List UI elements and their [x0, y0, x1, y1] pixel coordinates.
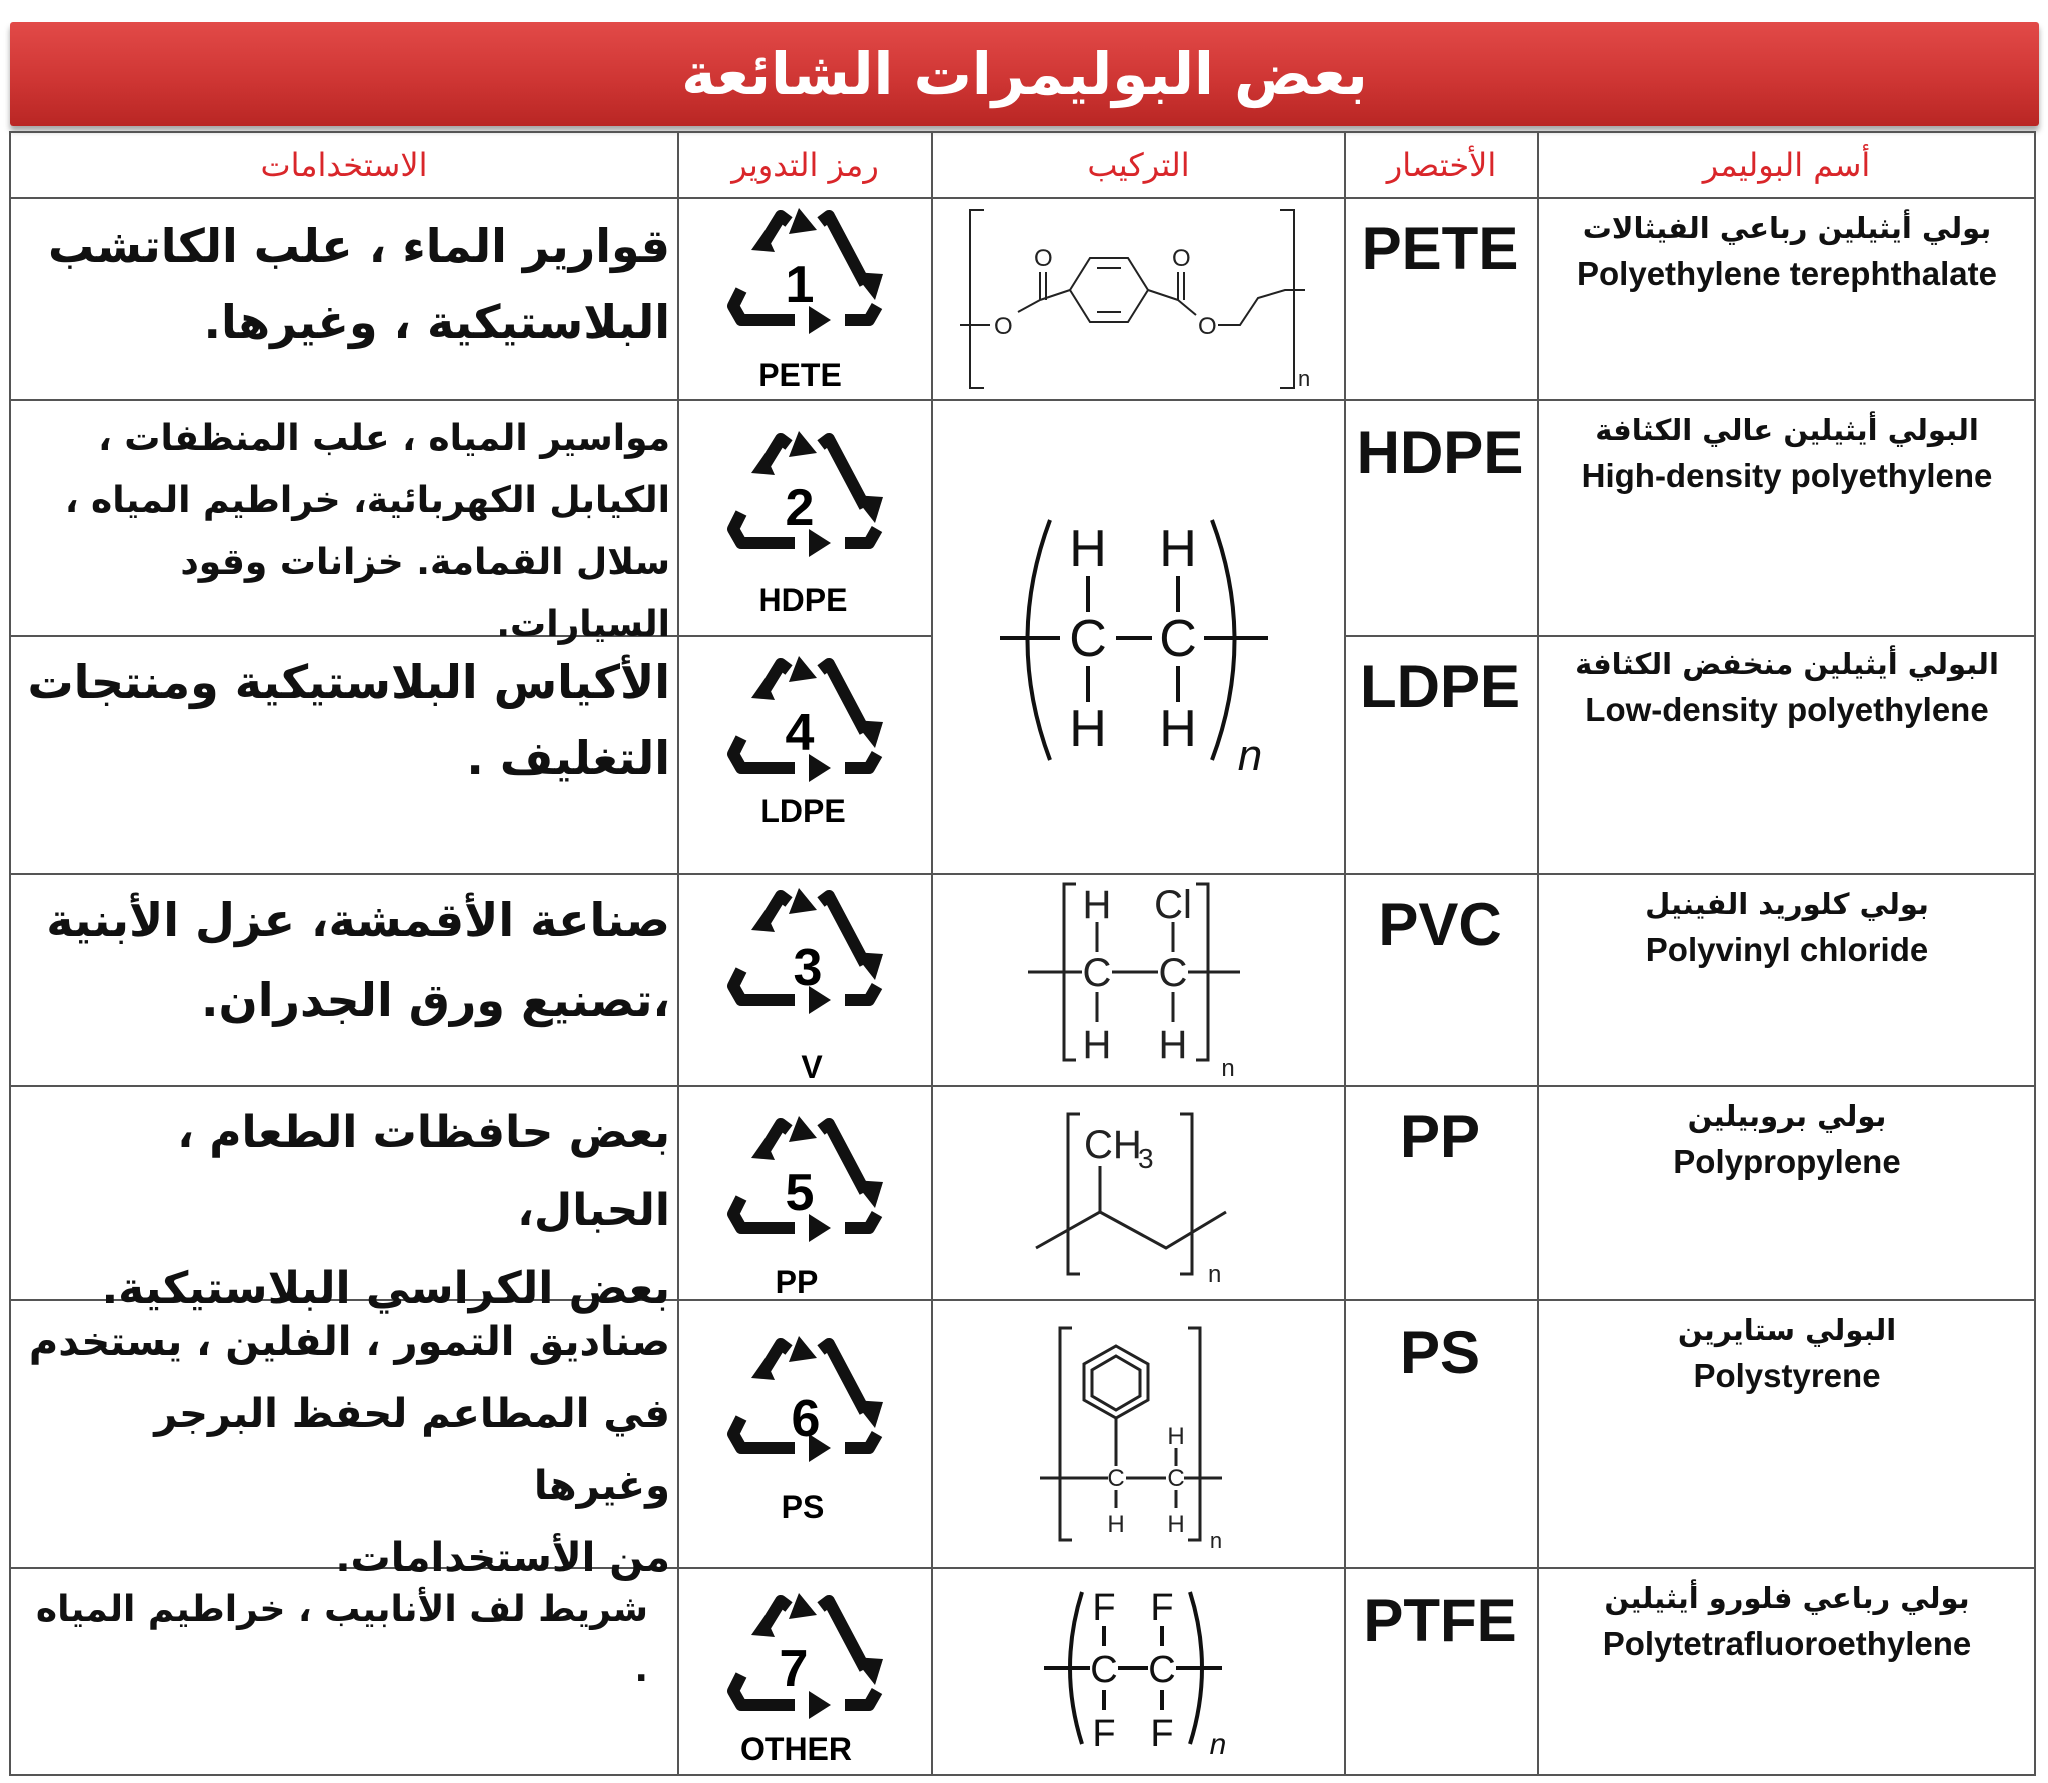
- recycling-code: HDPE: [758, 582, 848, 618]
- svg-text:C: C: [1158, 951, 1188, 995]
- svg-text:F: F: [1150, 1587, 1174, 1629]
- polymer-name-ar: بولي بروبيلين: [1687, 1099, 1887, 1133]
- polymer-abbreviation: HDPE: [1356, 419, 1524, 486]
- polymer-uses: الأكياس البلاستيكية ومنتجات التغليف .: [27, 655, 670, 785]
- header-polymer-name: أسم البوليمر: [1702, 146, 1871, 184]
- svg-text:H: H: [1082, 1023, 1112, 1067]
- polymer-name-ar: بولي أيثيلين رباعي الفيثالات: [1582, 211, 1992, 245]
- svg-text:H: H: [1167, 1511, 1185, 1538]
- structure-pete: [960, 210, 1305, 388]
- svg-text:CH: CH: [1084, 1123, 1142, 1167]
- svg-text:F: F: [1092, 1713, 1116, 1755]
- svg-text:F: F: [1150, 1713, 1174, 1755]
- svg-text:C: C: [1090, 1649, 1118, 1691]
- polymer-uses: مواسير المياه ، علب المنظفات ، الكيابل الكهربائية، خراطيم المياه ، سلال القمامة. خزانات وقود السيارات.: [64, 418, 670, 645]
- svg-text:H: H: [1167, 1423, 1185, 1450]
- svg-text:Cl: Cl: [1154, 883, 1192, 927]
- svg-text:n: n: [1237, 731, 1263, 780]
- polymer-uses: قوارير الماء ، علب الكاتشب البلاستيكية ، وغيرها.: [47, 219, 670, 349]
- recycling-code: PETE: [758, 357, 842, 393]
- recycling-number: 2: [785, 479, 815, 537]
- polymer-name-ar: بولي رباعي فلورو أيثيلين: [1604, 1581, 1970, 1615]
- polymer-name-ar: البولي أيثيلين عالي الكثافة: [1595, 413, 1979, 447]
- svg-text:n: n: [1209, 1528, 1223, 1553]
- recycling-code: OTHER: [740, 1731, 852, 1767]
- recycling-number: 3: [793, 939, 823, 997]
- svg-text:O: O: [1198, 313, 1217, 340]
- header-recycling-code: رمز التدوير: [731, 146, 879, 184]
- svg-text:O: O: [1034, 245, 1053, 272]
- polymer-name-ar: بولي كلوريد الفينيل: [1645, 887, 1929, 921]
- polymer-name-ar: البولي ستايرين: [1677, 1313, 1897, 1347]
- polymer-uses: صناديق التمور ، الفلين ، يستخدم في المطاعم لحفظ البرجر وغيرها من الأستخدامات.: [28, 1319, 670, 1581]
- svg-text:C: C: [1082, 951, 1112, 995]
- polymer-name-en: Polypropylene: [1673, 1143, 1901, 1180]
- recycling-code: PP: [775, 1264, 819, 1300]
- polymer-name-en: Polystyrene: [1693, 1357, 1881, 1394]
- structure-ptfe: [1044, 1592, 1222, 1744]
- header-abbreviation: الأختصار: [1386, 146, 1497, 184]
- polymer-uses: صناعة الأقمشة، عزل الأبنية ،تصنيع ورق الجدران.: [46, 893, 670, 1027]
- polymer-abbreviation: PS: [1399, 1319, 1481, 1386]
- recycling-code: LDPE: [760, 793, 846, 829]
- svg-text:H: H: [1107, 1511, 1125, 1538]
- svg-text:n: n: [1209, 1728, 1227, 1761]
- svg-text:C: C: [1167, 1465, 1185, 1492]
- polymer-name-en: Polyvinyl chloride: [1645, 931, 1929, 968]
- polymer-abbreviation: PP: [1399, 1103, 1481, 1170]
- svg-text:H: H: [1158, 1023, 1188, 1067]
- svg-text:n: n: [1208, 1261, 1222, 1288]
- recycling-code: V: [801, 1049, 823, 1085]
- svg-text:H: H: [1069, 520, 1107, 578]
- polymer-name-en: Polytetrafluoroethylene: [1602, 1625, 1972, 1662]
- polymer-abbreviation: PTFE: [1363, 1587, 1517, 1654]
- svg-text:C: C: [1159, 610, 1197, 668]
- svg-text:C: C: [1148, 1649, 1176, 1691]
- svg-text:H: H: [1159, 700, 1197, 758]
- polymer-abbreviation: PVC: [1378, 891, 1502, 958]
- polymer-name-ar: البولي أيثيلين منخفض الكثافة: [1575, 647, 1999, 681]
- polymer-name-en: Polyethylene terephthalate: [1577, 255, 1997, 292]
- polymer-uses: شريط لف الأنابيب ، خراطيم المياه .: [35, 1589, 648, 1690]
- svg-text:3: 3: [1138, 1143, 1154, 1174]
- structure-ps: [1040, 1328, 1222, 1540]
- svg-text:H: H: [1069, 700, 1107, 758]
- polymer-name-en: High-density polyethylene: [1581, 457, 1993, 494]
- page-title: بعض البوليمرات الشائعة: [681, 40, 1368, 108]
- polymer-abbreviation: PETE: [1361, 215, 1519, 282]
- structure-polyethylene: [1000, 520, 1268, 760]
- structure-pvc: [1028, 884, 1240, 1060]
- recycling-number: 5: [785, 1164, 815, 1222]
- polymer-name-en: Low-density polyethylene: [1585, 691, 1989, 728]
- svg-text:H: H: [1159, 520, 1197, 578]
- recycling-number: 4: [785, 704, 815, 762]
- svg-text:C: C: [1069, 610, 1107, 668]
- header-uses: الاستخدامات: [260, 146, 428, 184]
- svg-text:C: C: [1107, 1465, 1125, 1492]
- header-structure: التركيب: [1087, 146, 1190, 184]
- svg-text:F: F: [1092, 1587, 1116, 1629]
- recycling-code: PS: [781, 1489, 825, 1525]
- svg-text:n: n: [1221, 1055, 1235, 1082]
- polymer-abbreviation: LDPE: [1359, 653, 1521, 720]
- svg-text:O: O: [994, 313, 1013, 340]
- svg-text:H: H: [1082, 883, 1112, 927]
- polymer-uses: بعض حافظات الطعام ، الحبال، بعض الكراسي البلاستيكية.: [101, 1107, 670, 1314]
- svg-text:O: O: [1172, 245, 1191, 272]
- recycling-number: 6: [791, 1390, 821, 1448]
- recycling-number: 7: [779, 1640, 809, 1698]
- svg-text:n: n: [1298, 366, 1311, 391]
- recycling-number: 1: [785, 256, 815, 314]
